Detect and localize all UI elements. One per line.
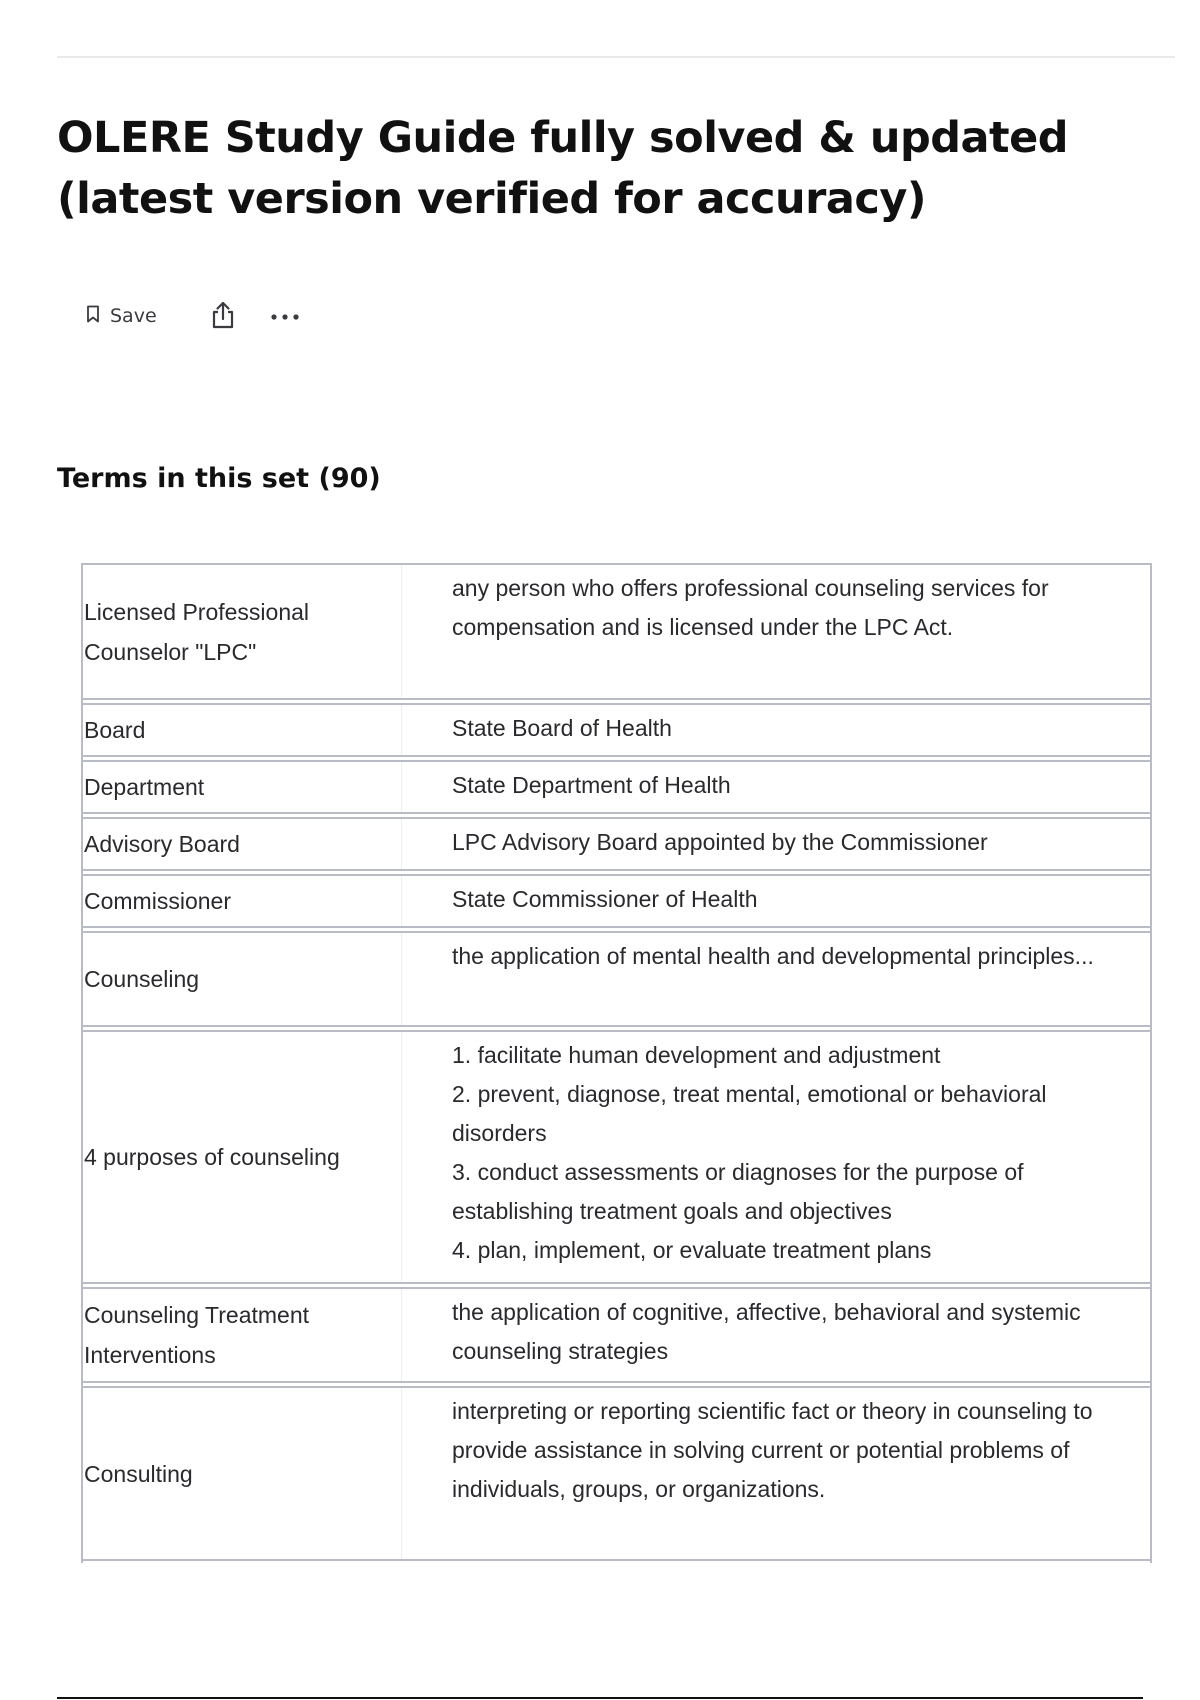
term-row[interactable] xyxy=(83,703,1150,757)
term-row[interactable] xyxy=(83,1287,1150,1383)
more-horizontal-icon xyxy=(270,309,300,324)
share-button[interactable] xyxy=(201,296,245,336)
term-cell: Commissioner xyxy=(83,876,402,926)
definition-cell: State Commissioner of Health xyxy=(452,886,758,912)
term-cell: Counseling xyxy=(83,933,402,1025)
term-cell: Consulting xyxy=(83,1388,402,1559)
term-row[interactable] xyxy=(83,760,1150,814)
term-cell: Board xyxy=(83,705,402,755)
definition-cell: the application of cognitive, affective, behavioral and systemic counseling strategies xyxy=(452,1299,1081,1364)
save-label: Save xyxy=(110,305,157,327)
definition-cell: State Department of Health xyxy=(452,772,731,798)
bottom-divider xyxy=(57,1697,1143,1699)
bookmark-icon xyxy=(86,305,100,328)
term-row[interactable] xyxy=(83,931,1150,1027)
page-title: OLERE Study Guide fully solved & updated (latest version verified for accuracy) xyxy=(57,113,1069,224)
definition-cell: interpreting or reporting scientific fact or theory in counseling to provide assistance in solving current or potential problems of individuals, groups, or organizations. xyxy=(452,1398,1093,1502)
share-icon xyxy=(210,300,236,333)
term-row[interactable] xyxy=(83,1386,1150,1561)
term-row[interactable] xyxy=(83,563,1150,700)
save-button[interactable] xyxy=(80,296,163,336)
more-options-button[interactable] xyxy=(263,296,307,336)
term-row[interactable] xyxy=(83,817,1150,871)
term-row[interactable] xyxy=(83,874,1150,928)
term-cell: Advisory Board xyxy=(83,819,402,869)
definition-cell: State Board of Health xyxy=(452,715,672,741)
term-cell: Licensed Professional Counselor "LPC" xyxy=(83,565,402,698)
top-divider xyxy=(57,56,1175,58)
definition-cell: the application of mental health and developmental principles... xyxy=(452,943,1094,969)
definition-cell: 1. facilitate human development and adjustment 2. prevent, diagnose, treat mental, emotional or behavioral disorders 3. conduct assessments or diagnoses for the purpose of establishing treatment goals and objectives 4. plan, implement, or evaluate treatment plans xyxy=(452,1042,1047,1263)
action-bar xyxy=(80,296,307,336)
terms-heading: Terms in this set (90) xyxy=(57,463,381,494)
definition-cell: LPC Advisory Board appointed by the Commissioner xyxy=(452,829,988,855)
term-row[interactable] xyxy=(83,1030,1150,1284)
term-cell: Counseling Treatment Interventions xyxy=(83,1289,402,1381)
term-cell: Department xyxy=(83,762,402,812)
term-cell: 4 purposes of counseling xyxy=(83,1032,402,1282)
definition-cell: any person who offers professional counseling services for compensation and is licensed under the LPC Act. xyxy=(452,575,1049,640)
terms-table xyxy=(81,563,1152,1563)
